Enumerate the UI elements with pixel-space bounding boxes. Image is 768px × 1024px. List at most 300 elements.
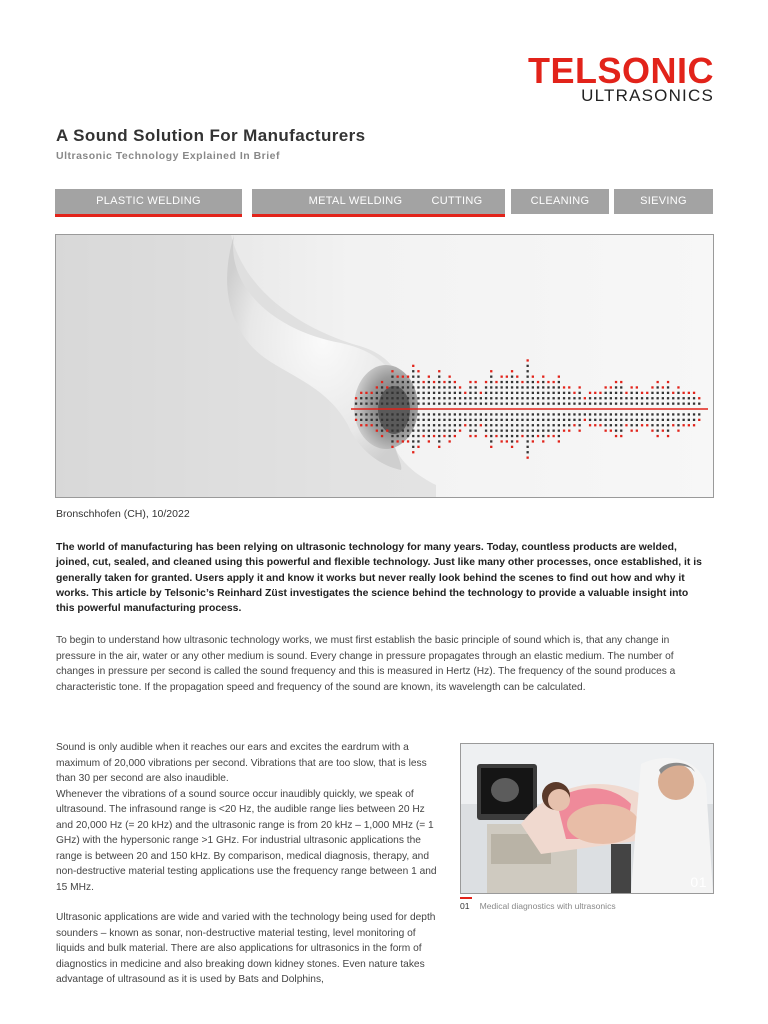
wave-dot	[563, 430, 565, 432]
wave-dot	[511, 440, 513, 442]
wave-dot	[495, 424, 497, 426]
tab-cleaning[interactable]: CLEANING	[511, 189, 609, 217]
wave-dot	[355, 397, 357, 399]
wave-dot	[433, 419, 435, 421]
wave-dot	[558, 440, 560, 442]
wave-dot	[563, 403, 565, 405]
wave-dot	[579, 397, 581, 399]
wave-dot	[589, 419, 591, 421]
wave-dot	[386, 419, 388, 421]
caption-text: Medical diagnostics with ultrasonics	[479, 901, 616, 911]
wave-dot	[667, 430, 669, 432]
wave-dot	[433, 435, 435, 437]
wave-dot	[407, 386, 409, 388]
wave-dot	[438, 430, 440, 432]
wave-dot	[641, 392, 643, 394]
wave-dot	[537, 435, 539, 437]
wave-dot	[428, 424, 430, 426]
wave-dot	[568, 430, 570, 432]
wave-dot	[547, 381, 549, 383]
wave-dot	[464, 419, 466, 421]
wave-dot	[646, 392, 648, 394]
wave-dot	[454, 386, 456, 388]
wave-dot	[495, 381, 497, 383]
wave-dot	[553, 430, 555, 432]
wave-dot	[454, 381, 456, 383]
wave-dot	[579, 386, 581, 388]
body-column	[56, 740, 441, 988]
wave-dot	[651, 430, 653, 432]
wave-dot	[438, 381, 440, 383]
wave-dot	[371, 419, 373, 421]
wave-dot	[605, 403, 607, 405]
wave-dot	[423, 424, 425, 426]
wave-dot	[433, 413, 435, 415]
wave-dot	[511, 424, 513, 426]
wave-dot	[542, 381, 544, 383]
wave-dot	[495, 419, 497, 421]
wave-dot	[631, 386, 633, 388]
wave-dot	[490, 370, 492, 372]
wave-dot	[376, 424, 378, 426]
wave-dot	[527, 440, 529, 442]
wave-dot	[527, 446, 529, 448]
wave-dot	[605, 424, 607, 426]
wave-dot	[485, 419, 487, 421]
wave-dot	[417, 430, 419, 432]
wave-dot	[397, 435, 399, 437]
wave-dot	[573, 403, 575, 405]
wave-dot	[443, 386, 445, 388]
wave-dot	[464, 403, 466, 405]
tab-plastic-welding[interactable]: PLASTIC WELDING	[55, 189, 242, 217]
wave-dot	[646, 424, 648, 426]
wave-dot	[511, 386, 513, 388]
wave-dot	[537, 430, 539, 432]
wave-dot	[391, 413, 393, 415]
lead-paragraph: The world of manufacturing has been relying on ultrasonic technology for many years. Today, countless products are welded, joined, cut, sealed, and cleaned using this powerful and flexible technology. Just like many other processes, once established, it is generally taken for granted. Users apply it and know it works but never really look behind the scenes to find out how and why it works. This article by Telsonic’s Reinhard Züst investigates the science behind the technology to provide a valuable insight into this powerful manufacturing process.	[56, 542, 702, 615]
wave-dot	[475, 386, 477, 388]
wave-dot	[620, 392, 622, 394]
wave-dot	[636, 424, 638, 426]
wave-dot	[605, 386, 607, 388]
wave-dot	[417, 403, 419, 405]
wave-dot	[558, 430, 560, 432]
caption-number: 01	[460, 897, 472, 911]
wave-dot	[475, 424, 477, 426]
wave-dot	[657, 397, 659, 399]
wave-dot	[454, 403, 456, 405]
wave-dot	[693, 403, 695, 405]
wave-dot	[683, 424, 685, 426]
wave-dot	[667, 397, 669, 399]
wave-dot	[407, 403, 409, 405]
wave-dot	[599, 392, 601, 394]
wave-dot	[490, 424, 492, 426]
wave-dot	[402, 397, 404, 399]
wave-dot	[516, 381, 518, 383]
wave-dot	[516, 430, 518, 432]
wave-dot	[620, 403, 622, 405]
wave-dot	[620, 435, 622, 437]
page-title: A Sound Solution For Manufacturers	[56, 126, 366, 145]
wave-dot	[365, 413, 367, 415]
wave-dot	[610, 419, 612, 421]
wave-dot	[553, 386, 555, 388]
wave-dot	[579, 403, 581, 405]
wave-dot	[521, 435, 523, 437]
wave-dot	[381, 424, 383, 426]
wave-dot	[412, 376, 414, 378]
wave-dot	[568, 403, 570, 405]
wave-dot	[490, 413, 492, 415]
wave-dot	[459, 403, 461, 405]
wave-dot	[610, 430, 612, 432]
wave-dot	[532, 430, 534, 432]
wave-dot	[532, 392, 534, 394]
wave-dot	[568, 397, 570, 399]
wave-dot	[391, 392, 393, 394]
wave-dot	[516, 435, 518, 437]
wave-dot	[506, 381, 508, 383]
wave-dot	[501, 392, 503, 394]
wave-dot	[423, 435, 425, 437]
wave-dot	[558, 397, 560, 399]
wave-dot	[438, 376, 440, 378]
wave-dot	[615, 386, 617, 388]
wave-dot	[631, 413, 633, 415]
wave-dot	[672, 413, 674, 415]
wave-dot	[662, 392, 664, 394]
wave-dot	[511, 397, 513, 399]
wave-dot	[563, 413, 565, 415]
wave-dot	[417, 370, 419, 372]
wave-dot	[553, 419, 555, 421]
wave-dot	[542, 440, 544, 442]
wave-dot	[412, 381, 414, 383]
wave-dot	[475, 413, 477, 415]
wave-dot	[558, 424, 560, 426]
wave-dot	[563, 397, 565, 399]
wave-dot	[391, 370, 393, 372]
wave-dot	[506, 424, 508, 426]
wave-dot	[568, 419, 570, 421]
wave-dot	[527, 424, 529, 426]
wave-dot	[506, 403, 508, 405]
wave-dot	[532, 403, 534, 405]
wave-dot	[558, 413, 560, 415]
wave-dot	[449, 424, 451, 426]
wave-dot	[391, 446, 393, 448]
wave-dot	[355, 413, 357, 415]
wave-dot	[402, 413, 404, 415]
wave-dot	[651, 386, 653, 388]
wave-dot	[449, 392, 451, 394]
wave-dot	[423, 381, 425, 383]
wave-dot	[485, 413, 487, 415]
wave-dot	[537, 403, 539, 405]
wave-dot	[688, 413, 690, 415]
wave-dot	[615, 392, 617, 394]
wave-dot	[402, 440, 404, 442]
wave-dot	[365, 419, 367, 421]
wave-dot	[386, 424, 388, 426]
wave-dot	[469, 381, 471, 383]
wave-dot	[625, 424, 627, 426]
wave-dot	[485, 386, 487, 388]
wave-dot	[469, 403, 471, 405]
wave-dot	[449, 381, 451, 383]
wave-dot	[527, 457, 529, 459]
wave-dot	[386, 430, 388, 432]
wave-dot	[475, 381, 477, 383]
wave-dot	[636, 413, 638, 415]
wave-dot	[485, 424, 487, 426]
wave-dot	[521, 430, 523, 432]
wave-dot	[641, 413, 643, 415]
wave-dot	[532, 435, 534, 437]
body-paragraph: Whenever the vibrations of a sound source occur inaudibly quickly, we speak of ultrasound. The infrasound range is <20 Hz, the audible range lies between 20 Hz and 20,000 Hz (= 20 kHz) and the ultrasonic range is from 20 kHz – 1,000 MHz (= 1 GHz) with the hypersonic range >1 GHz. For industrial ultrasonic applications the range is between 20 and 150 kHz. By comparison, medical diagnosis, therapy, and non-destructive material testing applications use the frequency range between 1 and 15 MHz.	[56, 788, 437, 893]
wave-dot	[553, 413, 555, 415]
wave-dot	[402, 424, 404, 426]
wave-dot	[381, 386, 383, 388]
wave-dot	[449, 397, 451, 399]
wave-dot	[459, 413, 461, 415]
wave-dot	[402, 386, 404, 388]
wave-dot	[423, 392, 425, 394]
wave-dot	[667, 435, 669, 437]
wave-dot	[417, 446, 419, 448]
wave-dot	[443, 392, 445, 394]
wave-dot	[407, 413, 409, 415]
body-paragraph: To begin to understand how ultrasonic technology works, we must first establish the basic principle of sound which is, that any change in pressure in the air, water or any other medium is sound. Every change in pressure propagates through an elastic medium. The number of changes in pressure per second is called the sound frequency and this is measured in Hertz (Hz). The frequency of the sound produces a characteristic tone. If the propagation speed and frequency of the sound are known, its wavelength can be calculated.	[56, 635, 676, 693]
wave-dot	[672, 419, 674, 421]
wave-dot	[501, 435, 503, 437]
wave-dot	[615, 435, 617, 437]
wave-dot	[594, 403, 596, 405]
wave-dot	[589, 424, 591, 426]
wave-dot	[599, 419, 601, 421]
wave-dot	[412, 370, 414, 372]
wave-dot	[698, 403, 700, 405]
wave-dot	[490, 440, 492, 442]
wave-dot	[662, 397, 664, 399]
wave-dot	[371, 392, 373, 394]
wave-dot	[693, 424, 695, 426]
wave-dot	[490, 446, 492, 448]
wave-dot	[651, 424, 653, 426]
wave-dot	[501, 424, 503, 426]
wave-dot	[397, 440, 399, 442]
wave-dot	[657, 430, 659, 432]
wave-dot	[381, 413, 383, 415]
wave-dot	[480, 403, 482, 405]
wave-dot	[625, 413, 627, 415]
wave-dot	[563, 392, 565, 394]
wave-dot	[490, 430, 492, 432]
wave-dot	[412, 413, 414, 415]
wave-dot	[397, 397, 399, 399]
wave-dot	[521, 413, 523, 415]
wave-dot	[501, 386, 503, 388]
wave-dot	[511, 376, 513, 378]
tab-cutting[interactable]: CUTTING	[409, 189, 505, 217]
wave-dot	[365, 403, 367, 405]
wave-dot	[532, 440, 534, 442]
wave-dot	[511, 435, 513, 437]
wave-dot	[454, 392, 456, 394]
wave-dot	[428, 386, 430, 388]
wave-dot	[579, 392, 581, 394]
wave-dot	[657, 424, 659, 426]
wave-dot	[360, 403, 362, 405]
wave-dot	[651, 397, 653, 399]
wave-dot	[428, 435, 430, 437]
wave-dot	[443, 397, 445, 399]
wave-dot	[402, 419, 404, 421]
wave-dot	[698, 419, 700, 421]
wave-dot	[459, 392, 461, 394]
wave-dot	[631, 430, 633, 432]
wave-dot	[688, 397, 690, 399]
wave-dot	[485, 397, 487, 399]
wave-dot	[417, 381, 419, 383]
wave-dot	[542, 419, 544, 421]
page-subtitle: Ultrasonic Technology Explained In Brief	[56, 150, 281, 162]
wave-dot	[391, 403, 393, 405]
wave-dot	[631, 424, 633, 426]
wave-dot	[646, 403, 648, 405]
wave-dot	[433, 381, 435, 383]
wave-dot	[563, 419, 565, 421]
wave-dot	[573, 392, 575, 394]
wave-dot	[360, 419, 362, 421]
wave-dot	[397, 403, 399, 405]
wave-dot	[527, 392, 529, 394]
wave-dot	[516, 424, 518, 426]
wave-dot	[449, 419, 451, 421]
wave-dot	[610, 386, 612, 388]
tab-metal-welding[interactable]: METAL WELDING	[252, 189, 459, 217]
wave-dot	[391, 440, 393, 442]
wave-dot	[480, 413, 482, 415]
wave-dot	[433, 397, 435, 399]
wave-dot	[423, 419, 425, 421]
wave-dot	[438, 403, 440, 405]
wave-dot	[683, 397, 685, 399]
wave-dot	[438, 424, 440, 426]
wave-dot	[537, 413, 539, 415]
figure-caption	[460, 897, 616, 911]
wave-dot	[620, 430, 622, 432]
wave-dot	[417, 424, 419, 426]
body-paragraph: Ultrasonic applications are wide and varied with the technology being used for depth sounders – known as sonar, non-destructive material testing, level monitoring of liquids and bulk material. There are also applications for ultrasonics in the form of diagnostics in medicine and also breaking down kidney stones. Even nature takes advantage of ultrasound as it is used by Bats and Dolphins,	[56, 912, 436, 985]
wave-dot	[516, 397, 518, 399]
wave-dot	[620, 386, 622, 388]
wave-dot	[397, 419, 399, 421]
wave-dot	[506, 435, 508, 437]
wave-dot	[495, 413, 497, 415]
wave-dot	[412, 365, 414, 367]
wave-dot	[553, 397, 555, 399]
wave-dot	[563, 386, 565, 388]
wave-dot	[381, 392, 383, 394]
wave-dot	[480, 419, 482, 421]
wave-dot	[516, 376, 518, 378]
wave-dot	[449, 440, 451, 442]
wave-dot	[568, 413, 570, 415]
wave-dot	[542, 430, 544, 432]
wave-dot	[490, 397, 492, 399]
wave-dot	[469, 386, 471, 388]
wave-dot	[698, 397, 700, 399]
wave-dot	[698, 413, 700, 415]
wave-dot	[433, 392, 435, 394]
wave-dot	[641, 424, 643, 426]
wave-dot	[558, 376, 560, 378]
wave-dot	[459, 424, 461, 426]
wave-dot	[651, 403, 653, 405]
wave-dot	[402, 403, 404, 405]
wave-dot	[386, 392, 388, 394]
wave-dot	[381, 397, 383, 399]
tab-sieving[interactable]: SIEVING	[614, 189, 713, 217]
wave-dot	[631, 397, 633, 399]
wave-dot	[469, 430, 471, 432]
wave-dot	[501, 440, 503, 442]
wave-dot	[584, 403, 586, 405]
wave-dot	[646, 397, 648, 399]
wave-dot	[501, 403, 503, 405]
wave-dot	[386, 397, 388, 399]
wave-dot	[615, 403, 617, 405]
wave-dot	[469, 413, 471, 415]
wave-dot	[527, 397, 529, 399]
wave-dot	[423, 397, 425, 399]
wave-dot	[532, 419, 534, 421]
wave-dot	[631, 419, 633, 421]
wave-dot	[407, 381, 409, 383]
wave-dot	[615, 419, 617, 421]
wave-dot	[495, 397, 497, 399]
wave-dot	[594, 424, 596, 426]
wave-dot	[547, 419, 549, 421]
wave-dot	[391, 381, 393, 383]
wave-dot	[527, 365, 529, 367]
wave-dot	[527, 359, 529, 361]
wave-dot	[501, 381, 503, 383]
wave-dot	[397, 386, 399, 388]
wave-dot	[428, 430, 430, 432]
wave-dot	[516, 413, 518, 415]
wave-dot	[407, 440, 409, 442]
wave-dot	[443, 403, 445, 405]
wave-dot	[407, 419, 409, 421]
wave-dot	[620, 419, 622, 421]
wave-dot	[428, 392, 430, 394]
wave-dot	[397, 381, 399, 383]
wave-dot	[657, 392, 659, 394]
wave-dot	[537, 386, 539, 388]
wave-dot	[641, 397, 643, 399]
wave-dot	[688, 419, 690, 421]
wave-dot	[438, 446, 440, 448]
wave-dot	[412, 392, 414, 394]
wave-dot	[475, 403, 477, 405]
wave-dot	[667, 419, 669, 421]
wave-dot	[683, 403, 685, 405]
wave-dot	[620, 397, 622, 399]
